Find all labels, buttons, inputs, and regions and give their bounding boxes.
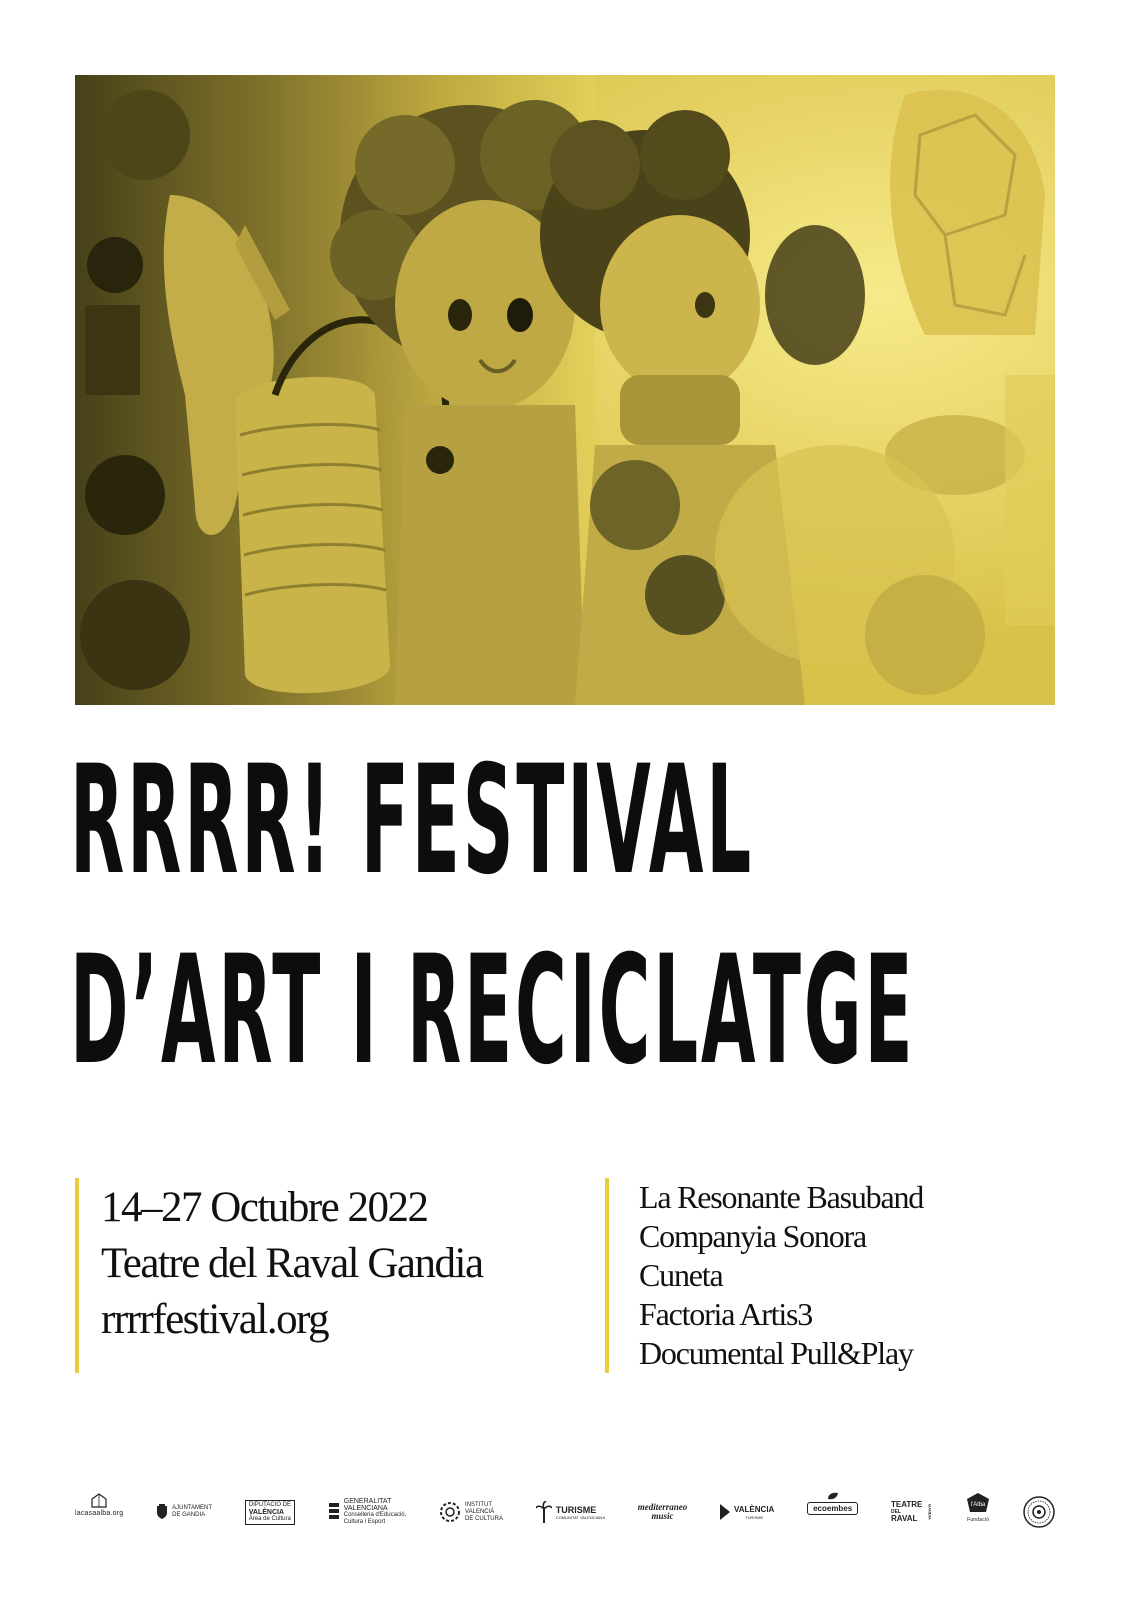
title-line-1: RRRR! FESTIVAL <box>70 734 755 908</box>
photo-illustration <box>75 75 1055 705</box>
title-line-2: D’ART I RECICLATGE <box>70 924 916 1098</box>
lalba-badge-icon <box>966 1492 990 1514</box>
lineup-item: Cuneta <box>639 1257 723 1293</box>
lineup-item: Factoria Artis3 <box>639 1296 813 1332</box>
lineup-item: Documental Pull&Play <box>639 1335 913 1371</box>
circular-seal-icon <box>1023 1496 1055 1528</box>
svg-text:l'Alba: l'Alba <box>970 1502 986 1508</box>
logo-valencia-turisme: VALÈNCIA TURISME <box>720 1492 774 1532</box>
generalitat-emblem-icon <box>328 1502 340 1522</box>
festival-title <box>70 725 1070 1105</box>
palm-tree-icon <box>536 1501 552 1523</box>
logo-ecoembes: ecoembes <box>807 1492 858 1532</box>
logo-seal <box>1023 1492 1055 1532</box>
logo-ajuntament-gandia: AJUNTAMENT DE GANDIA <box>156 1492 212 1532</box>
valencia-mark-icon <box>720 1504 730 1520</box>
lineup-list <box>605 1178 1065 1373</box>
event-info <box>75 1178 595 1373</box>
recycled-dolls-photo <box>75 75 1055 705</box>
logo-generalitat-valenciana: GENERALITAT VALENCIANA Conselleria d'Educació, Cultura i Esport <box>328 1492 407 1532</box>
ivc-circle-icon <box>439 1501 461 1523</box>
event-venue: Teatre del Raval Gandia <box>101 1240 483 1287</box>
lineup-item: Companyia Sonora <box>639 1218 866 1254</box>
logo-diputacio-valencia: DIPUTACIÓ DE VALÈNCIA Àrea de Cultura <box>245 1492 295 1532</box>
logo-turisme: TURISME COMUNITAT VALENCIANA <box>536 1492 605 1532</box>
event-dates: 14–27 Octubre 2022 <box>101 1184 428 1231</box>
logo-institut-valencia-cultura: INSTITUT VALENCIÀ DE CULTURA <box>439 1492 503 1532</box>
logo-casa-alba: lacasaalba.org <box>75 1492 123 1532</box>
house-icon <box>90 1492 108 1508</box>
lineup-item: La Resonante Basuband <box>639 1179 924 1215</box>
sponsor-logos <box>75 1488 1055 1536</box>
logo-mediterraneo-music: mediterraneo music <box>637 1502 688 1521</box>
logo-teatre-raval: TEATRE DEL RAVAL GANDIA <box>890 1500 933 1523</box>
logo-lalba: l'Alba Fundació <box>966 1492 990 1532</box>
event-website[interactable]: rrrrfestival.org <box>101 1296 329 1343</box>
leaf-icon <box>827 1492 839 1500</box>
coat-of-arms-icon <box>156 1504 168 1520</box>
